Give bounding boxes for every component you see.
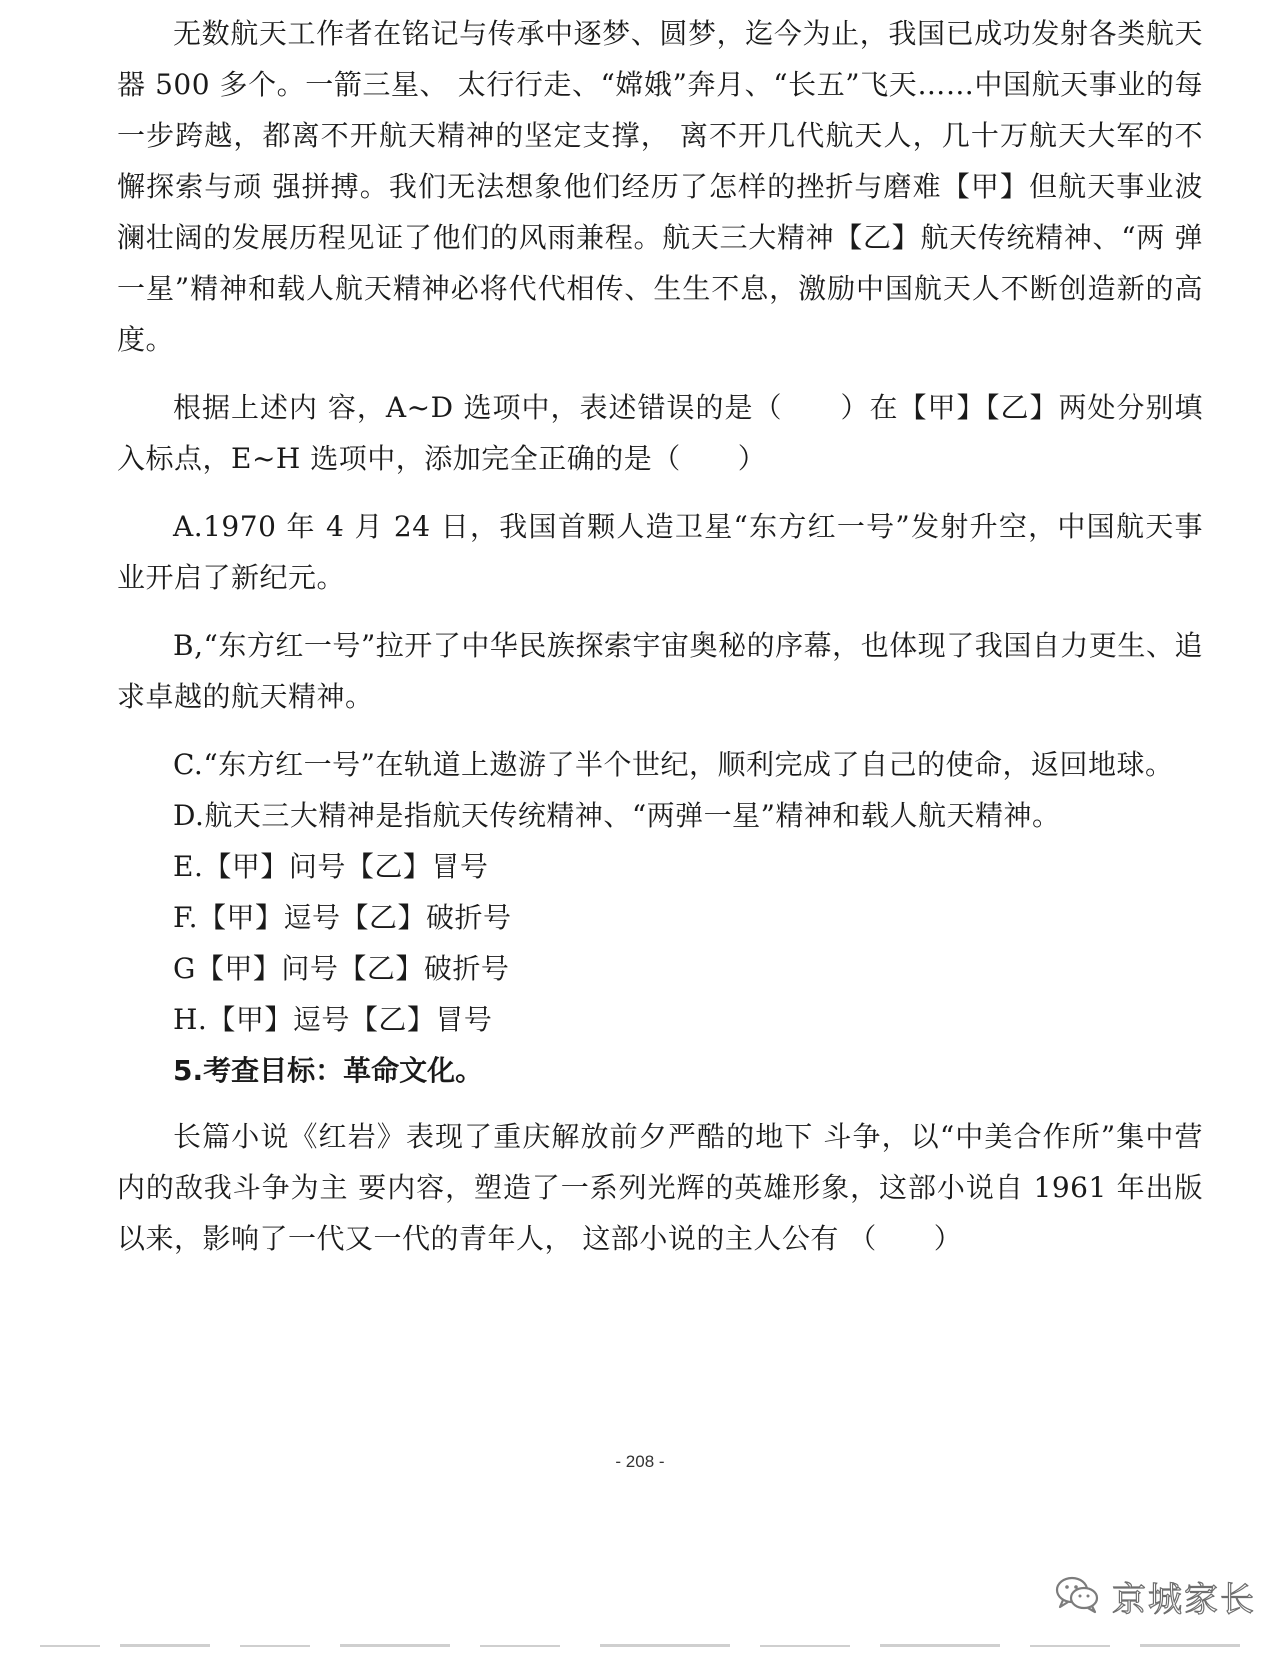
option-d: D.航天三大精神是指航天传统精神、“两弹一星”精神和载人航天精神。 — [173, 799, 1061, 832]
option-g: G【甲】问号【乙】破折号 — [173, 952, 510, 985]
option-c: C.“东方红一号”在轨道上遨游了半个世纪，顺利完成了自己的使命，返回地球。 — [173, 748, 1174, 781]
scan-edge-artifact — [0, 1640, 1280, 1653]
question-prompt: 根据上述内 容，A~D 选项中，表述错误的是（ ）在【甲】【乙】两处分别填入标点，E~H 选项中，添加完全正确的是（ ） — [117, 391, 1203, 475]
option-h: H.【甲】逗号【乙】冒号 — [173, 1003, 493, 1036]
option-e: E.【甲】问号【乙】冒号 — [173, 850, 489, 883]
option-b: B,“东方红一号”拉开了中华民族探索宇宙奥秘的序幕，也体现了我国自力更生、追求卓越的航天精神。 — [117, 629, 1203, 713]
section-heading: 5.考查目标：革命文化。 — [173, 1054, 484, 1087]
wechat-icon — [1054, 1574, 1100, 1618]
novel-paragraph: 长篇小说《红岩》表现了重庆解放前夕严酷的地下 斗争，以“中美合作所”集中营内的敌我斗争为主 要内容，塑造了一系列光辉的英雄形象，这部小说自 1961 年出版以来，影响了一代又一代的青年人， 这部小说的主人公有 （ ） — [117, 1120, 1203, 1255]
watermark-text: 京城家长 — [1112, 1579, 1256, 1620]
watermark — [1054, 1568, 1256, 1624]
option-a: A.1970 年 4 月 24 日，我国首颗人造卫星“东方红一号”发射升空，中国航天事业开启了新纪元。 — [117, 510, 1203, 594]
intro-paragraph: 无数航天工作者在铭记与传承中逐梦、圆梦，迄今为止，我国已成功发射各类航天器 500 多个。一箭三星、 太行行走、“嫦娥”奔月、“长五”飞天……中国航天事业的每一步跨越，都离不开航天精神的坚定支撑， 离不开几代航天人，几十万航天大军的不懈探索与顽 强拼搏。我们无法想象他们经历了怎样的挫折与磨难【甲】但航天事业波澜壮阔的发展历程见证了他们的风雨兼程。航天三大精神【乙】航天传统精神、“两 弹一星”精神和载人航天精神必将代代相传、生生不息，激励中国航天人不断创造新的高度。 — [117, 17, 1203, 356]
option-f: F.【甲】逗号【乙】破折号 — [173, 901, 512, 934]
page-number: - 208 - — [615, 1452, 665, 1471]
document-body — [117, 8, 1203, 1264]
